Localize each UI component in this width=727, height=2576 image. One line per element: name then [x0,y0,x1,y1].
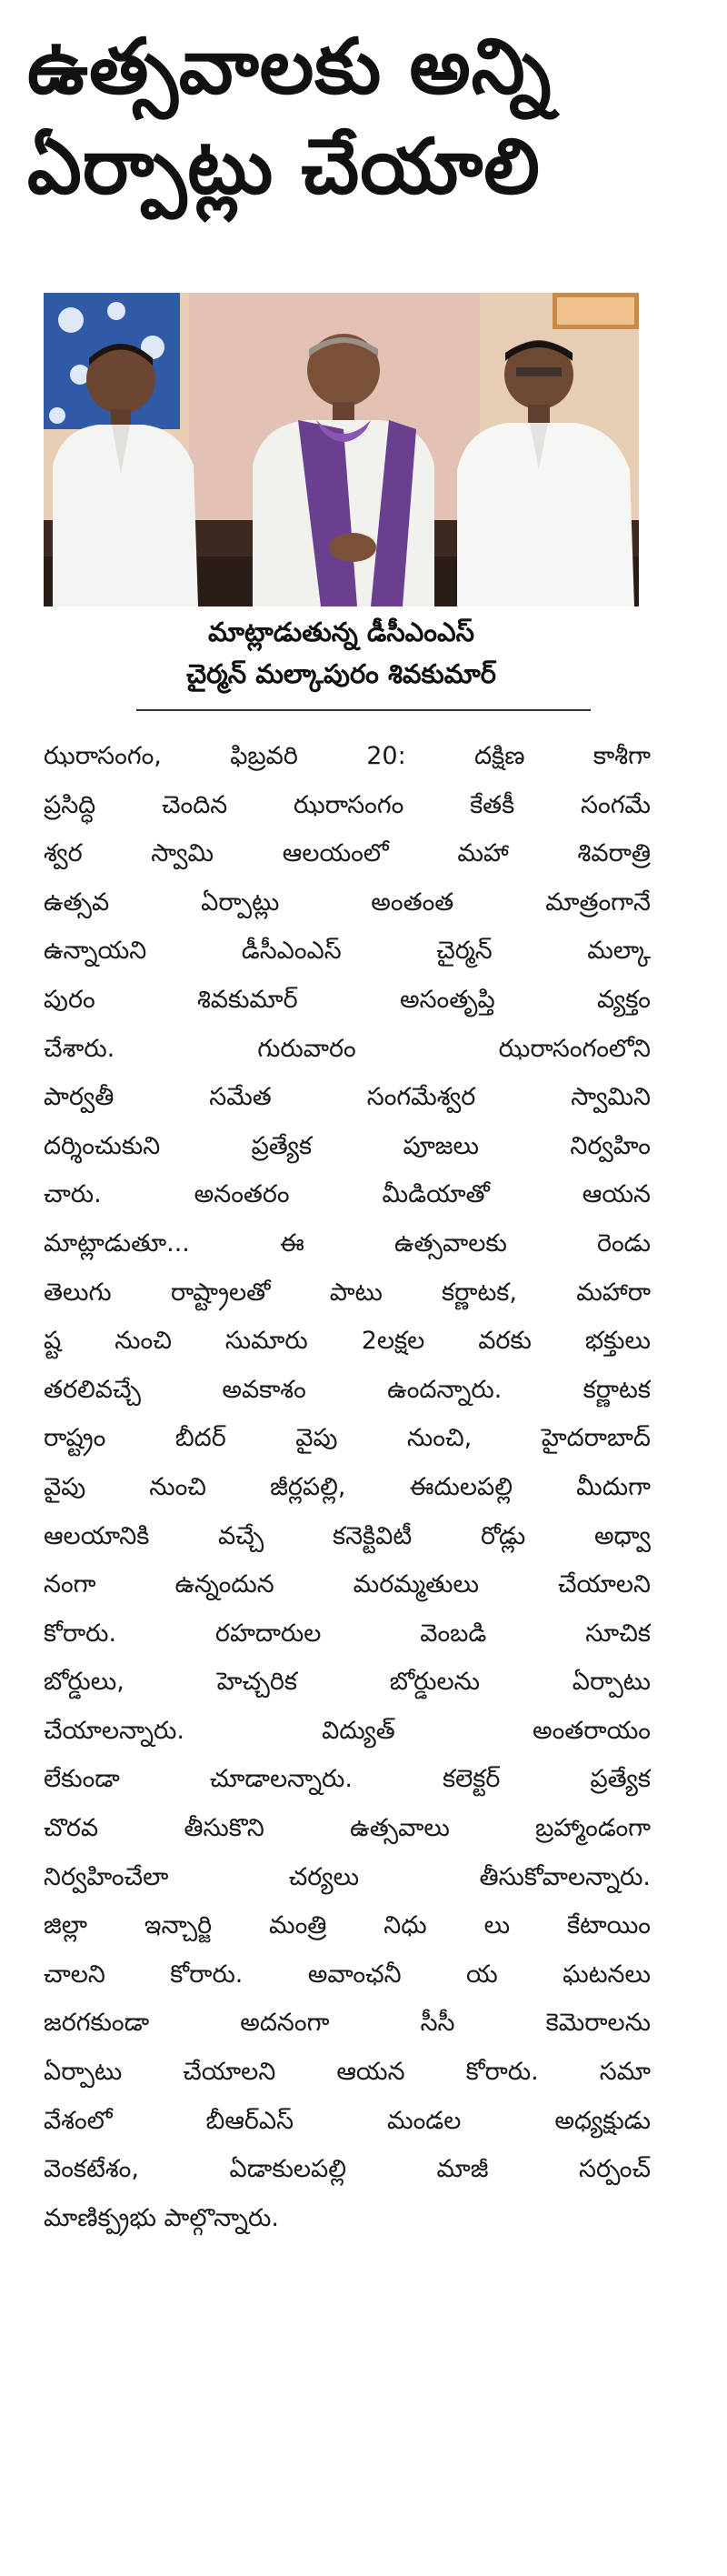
article-line: తరలివచ్చే అవకాశం ఉందన్నారు. కర్ణాటక [44,1375,651,1404]
article-line: వేశంలో బీఆర్ఎస్ మండల అధ్యక్షుడు [44,2106,651,2135]
caption-divider [136,709,591,711]
article-line: శ్వర స్వామి ఆలయంలో మహా శివరాత్రి [44,839,651,868]
article-line: ఏర్పాటు చేయాలని ఆయన కోరారు. సమా [44,2058,651,2087]
article-line: ష్ట నుంచి సుమారు 2లక్షల వరకు భక్తులు [44,1327,651,1356]
caption-line-2: చైర్మన్ మల్కాపురం శివకుమార్ [186,658,496,689]
article-line: మాణిక్ప్రభు పాల్గొన్నారు. [44,2203,279,2232]
article-line: రాష్ట్రం బీదర్ వైపు నుంచి, హైదరాబాద్ [44,1424,651,1453]
article-line: చేశారు. గురువారం ఝరాసంగంలోని [44,1034,651,1063]
article-line: ఉన్నాయని డీసీఎంఎస్ చైర్మన్ మల్కా [44,937,651,966]
headline-line-2: ఏర్పాట్లు చేయాలి [27,122,541,211]
article-line: ఉత్సవ ఏర్పాట్లు అంతంత మాత్రంగానే [44,887,651,917]
article-line: బోర్డులు, హెచ్చరిక బోర్డులను ఏర్పాటు [44,1668,651,1697]
article-line: పార్వతీ సమేత సంగమేశ్వర స్వామిని [44,1083,651,1112]
article-line: నిర్వహించేలా చర్యలు తీసుకోవాలన్నారు. [44,1862,651,1891]
article-line: వెంకటేశం, ఏడాకులపల్లి మాజీ సర్పంచ్ [44,2155,651,2184]
article-line: జరగకుండా అదనంగా సీసీ కెమెరాలను [44,2009,651,2038]
article-line: నంగా ఉన్నందున మరమ్మతులు చేయాలని [44,1570,651,1599]
article-line: లేకుండా చూడాలన్నారు. కలెక్టర్ ప్రత్యేక [44,1765,651,1794]
article-line: చొరవ తీసుకొని ఉత్సవాలు బ్రహ్మాండంగా [44,1814,651,1843]
article-line: మాట్లాడుతూ... ఈ ఉత్సవాలకు రెండు [44,1228,651,1258]
article-line: చారు. అనంతరం మీడియాతో ఆయన [44,1180,651,1209]
article-line: పురం శివకుమార్ అసంతృప్తి వ్యక్తం [44,985,651,1014]
article-line: వైపు నుంచి జీర్లపల్లి, ఈదులపల్లి మీదుగా [44,1472,651,1501]
article-line: చేయాలన్నారు. విద్యుత్ అంతరాయం [44,1716,651,1745]
headline [27,16,700,216]
headline-line-1: ఉత్సవాలకు అన్ని [27,22,553,111]
photo-of-three-men-icon [44,293,639,606]
article-line: జిల్లా ఇన్చార్జి మంత్రి నిధు లు కేటాయిం [44,1911,651,1940]
caption-line-1: మాట్లాడుతున్న డీసీఎంఎస్ [208,616,474,647]
article-line: దర్శించుకుని ప్రత్యేక పూజలు నిర్వహిం [44,1131,651,1160]
article-line: ఝరాసంగం, ఫిబ్రవరి 20: దక్షిణ కాశీగా [44,742,651,770]
article-line: తెలుగు రాష్ట్రాలతో పాటు కర్ణాటక, మహారా [44,1278,651,1307]
article-line: చాలని కోరారు. అవాంఛనీ య ఘటనలు [44,1960,651,1989]
article-line: కోరారు. రహదారుల వెంబడి సూచిక [44,1619,651,1648]
article-line: ఆలయానికి వచ్చే కనెక్టివిటీ రోడ్లు అధ్వా [44,1521,651,1550]
article-body [44,732,651,2242]
article-line: ప్రసిద్ధి చెందిన ఝరాసంగం కేతకీ సంగమే [44,790,651,819]
photo-caption [44,611,639,695]
news-photo [44,293,639,606]
